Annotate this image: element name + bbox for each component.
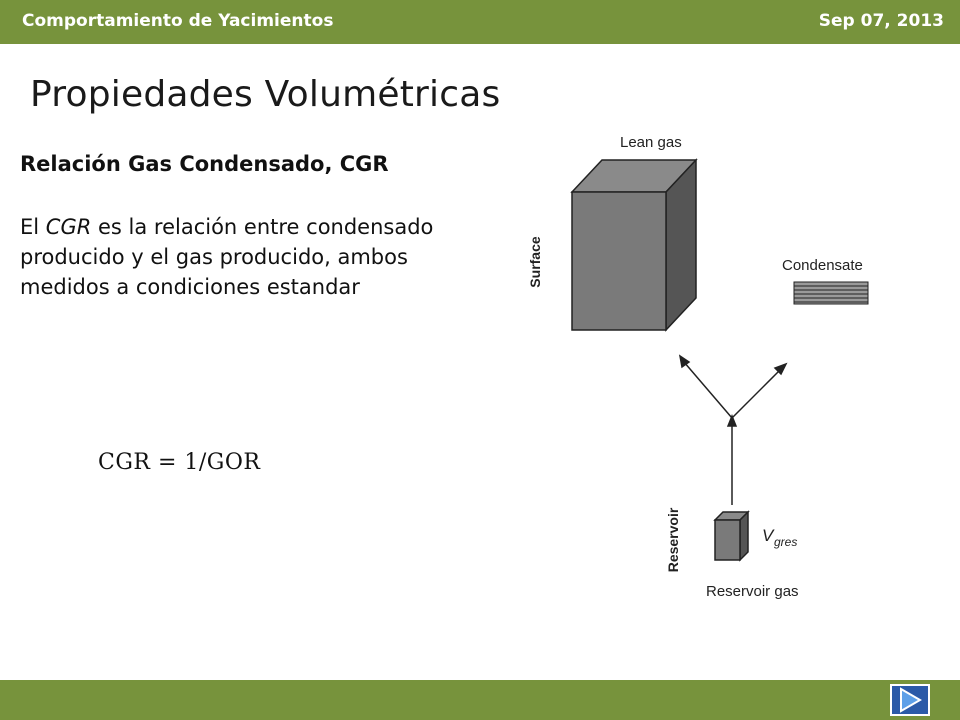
v-symbol: V	[762, 526, 774, 545]
volume-diagram	[510, 120, 930, 620]
definition-paragraph	[20, 212, 490, 302]
slide-title: Propiedades Volumétricas	[30, 74, 501, 115]
next-slide-icon	[892, 686, 928, 714]
reservoir-gas-cube	[715, 512, 748, 560]
footer-bar	[0, 680, 960, 720]
lean-gas-cube	[572, 160, 696, 330]
header-bar	[0, 0, 960, 44]
formula: CGR = 1/GOR	[98, 450, 261, 475]
condensate-label: Condensate	[782, 257, 863, 274]
slide-body	[20, 140, 490, 302]
slide-date: Sep 07, 2013	[818, 11, 944, 31]
para-prefix: El	[20, 215, 46, 239]
surface-label: Surface	[527, 236, 543, 288]
subheading: Relación Gas Condensado, CGR	[20, 152, 389, 176]
next-slide-button[interactable]	[890, 684, 930, 716]
lean-gas-label: Lean gas	[620, 134, 682, 151]
condensate-stack	[794, 282, 868, 304]
flow-arrows	[680, 356, 786, 505]
v-subscript: gres	[774, 535, 798, 549]
reservoir-label: Reservoir	[665, 507, 681, 573]
para-suffix: es la relación entre condensado producido y el gas producido, ambos medidos a condiciones estandar	[20, 215, 434, 299]
para-italic-term: CGR	[45, 215, 92, 239]
diagram-svg	[510, 120, 930, 620]
course-title: Comportamiento de Yacimientos	[22, 11, 334, 31]
reservoir-gas-label: Reservoir gas	[706, 583, 799, 600]
